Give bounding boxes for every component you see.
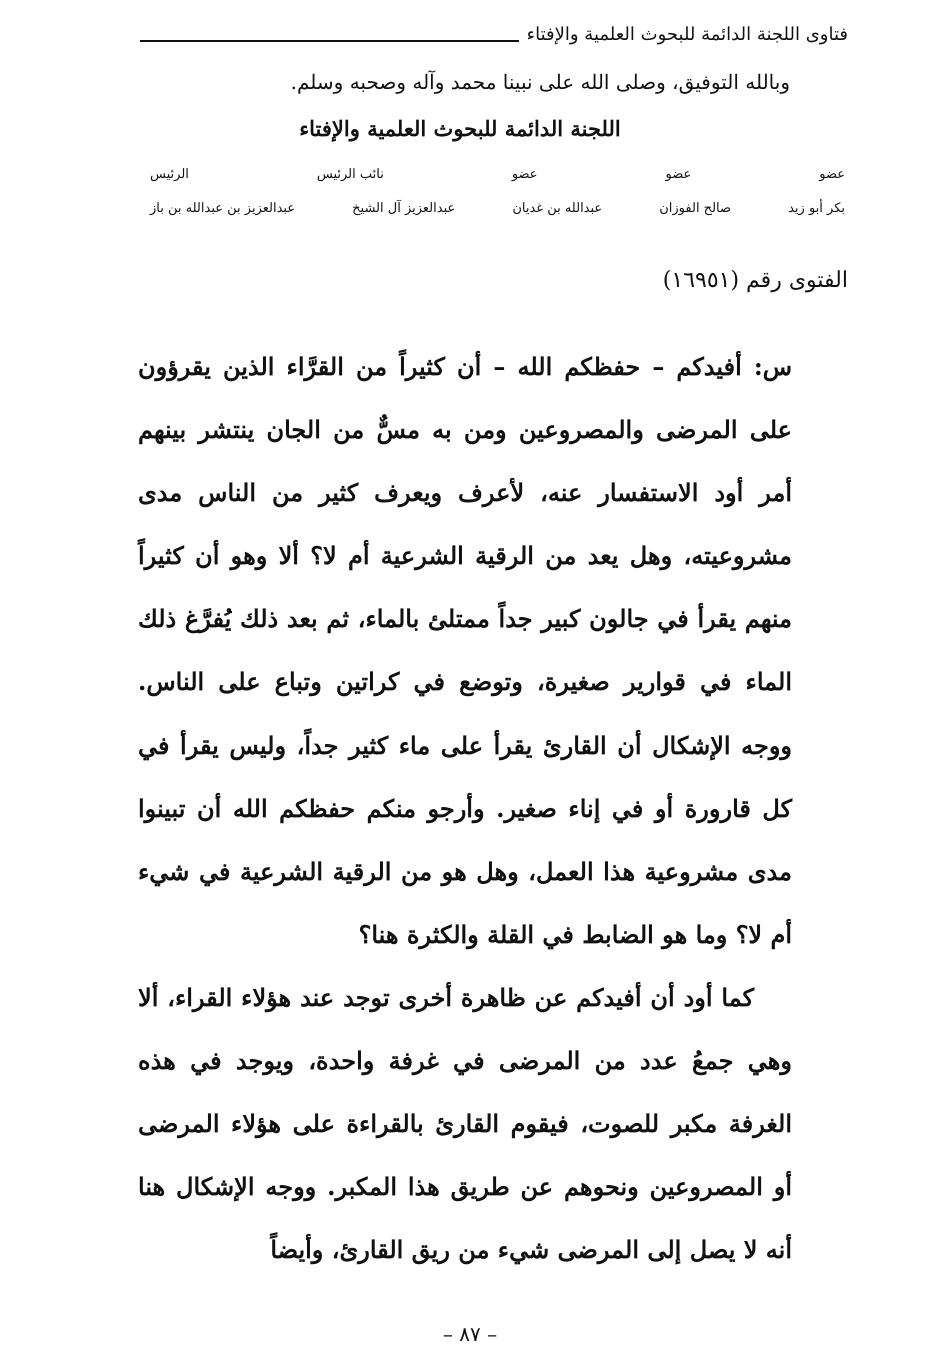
running-header-title: فتاوى اللجنة الدائمة للبحوث العلمية والإفتاء (526, 24, 848, 45)
signatory-name: عبدالعزيز بن عبدالله بن باز (150, 201, 296, 216)
signatory-role: عضو (665, 167, 692, 182)
signatory-role: نائب الرئيس (316, 167, 384, 182)
signatory-name: عبدالله بن غديان (512, 201, 603, 216)
committee-title: اللجنة الدائمة للبحوث العلمية والإفتاء (299, 116, 621, 141)
signatory-name: صالح الفوزان (659, 201, 732, 216)
signatory-names (150, 201, 845, 216)
signatory-name: عبدالعزيز آل الشيخ (352, 201, 456, 216)
fatwa-body (138, 335, 792, 1281)
signatory-name: بكر أبو زيد (788, 201, 845, 216)
signatory-roles (150, 167, 845, 182)
closing-line: وبالله التوفيق، وصلى الله على نبينا محمد وآله وصحبه وسلم. (290, 70, 790, 94)
page-number: – ٨٧ – (442, 1322, 498, 1346)
signatory-role: عضو (511, 167, 538, 182)
fatwa-number: الفتوى رقم (١٦٩٥١) (662, 268, 848, 293)
header-rule (140, 40, 519, 42)
signatory-role: عضو (819, 167, 845, 182)
question-paragraph: كما أود أن أفيدكم عن ظاهرة أخرى توجد عند هؤلاء القراء، ألا وهي جمعُ عدد من المرضى في غرفة واحدة، ويوجد في هذه الغرفة مكبر للصوت، فيقوم القارئ بالقراءة على هؤلاء المرضى أو المصروعين ونحوهم عن طريق هذا المكبر. ووجه الإشكال هنا أنه لا يصل إلى المرضى شيء من ريق القارئ، وأيضاً (138, 982, 792, 1265)
signatory-role: الرئيس (150, 167, 189, 182)
question-paragraph: س: أفيدكم – حفظكم الله – أن كثيراً من القرَّاء الذين يقرؤون على المرضى والمصروعين ومن به مسٌّ من الجان ينتشر بينهم أمر أود الاستفسار عنه، لأعرف ويعرف كثير من الناس مدى مشروعيته، وهل يعد من الرقية الشرعية أم لا؟ ألا وهو أن كثيراً منهم يقرأ في جالون كبير جداً ممتلئ بالماء، ثم بعد ذلك يُفرَّغ ذلك الماء في قوارير صغيرة، وتوضع في كراتين وتباع على الناس. ووجه الإشكال أن القارئ يقرأ على ماء كثير جداً، وليس يقرأ في كل قارورة أو في إناء صغير. وأرجو منكم حفظكم الله أن تبينوا مدى مشروعية هذا العمل، وهل هو من الرقية الشرعية في شيء أم لا؟ وما هو الضابط في القلة والكثرة هنا؟ (138, 352, 792, 949)
running-header (140, 14, 848, 44)
